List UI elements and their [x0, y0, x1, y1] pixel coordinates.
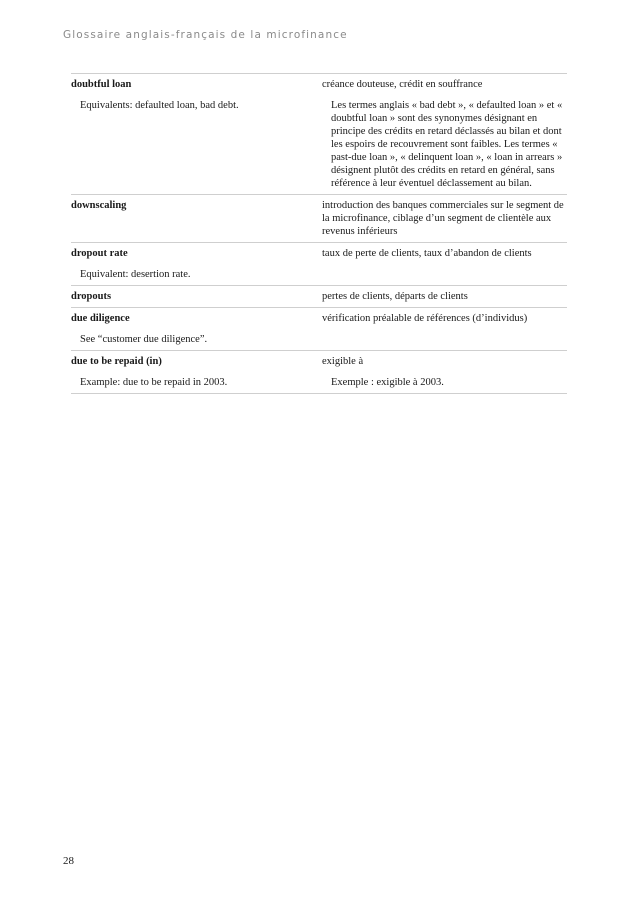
french-definition: créance douteuse, crédit en souffrance — [322, 79, 483, 90]
glossary-entry-doubtful-loan — [71, 74, 567, 195]
english-term: dropouts — [71, 291, 112, 302]
french-definition: vérification préalable de références (d’individus) — [322, 313, 528, 324]
page-number: 28 — [63, 855, 74, 867]
english-column — [71, 76, 322, 190]
french-column — [322, 353, 567, 389]
english-column — [71, 197, 322, 238]
french-note: Exemple : exigible à 2003. — [331, 377, 444, 388]
english-term: downscaling — [71, 200, 127, 211]
english-column — [71, 288, 322, 303]
english-note: Equivalent: desertion rate. — [80, 269, 191, 280]
english-term: doubtful loan — [71, 79, 132, 90]
glossary-entry-due-diligence — [71, 308, 567, 351]
french-note: Les termes anglais « bad debt », « defaulted loan » et « doubtful loan » sont des synonymes désignant en principe des crédits en retard déclassés au bilan et dont les espoirs de recouvrement sont faibles. Les termes « past-due loan », « delinquent loan », « loan in arrears » désignent plutôt des crédits en retard en général, sans référence à leur éventuel déclassement au bilan. — [331, 100, 563, 189]
french-column — [322, 288, 567, 303]
glossary-table — [71, 73, 567, 394]
english-term: dropout rate — [71, 248, 128, 259]
running-header: Glossaire anglais-français de la microfinance — [63, 29, 348, 41]
english-note: Equivalents: defaulted loan, bad debt. — [80, 100, 239, 111]
english-column — [71, 310, 322, 346]
french-definition: pertes de clients, départs de clients — [322, 291, 468, 302]
english-term: due to be repaid (in) — [71, 356, 162, 367]
english-note: Example: due to be repaid in 2003. — [80, 377, 228, 388]
french-column — [322, 310, 567, 346]
french-definition: taux de perte de clients, taux d’abandon de clients — [322, 248, 532, 259]
french-column — [322, 197, 567, 238]
french-definition: exigible à — [322, 356, 364, 367]
glossary-entry-dropout-rate — [71, 243, 567, 286]
french-column — [322, 76, 567, 190]
english-term: due diligence — [71, 313, 130, 324]
english-note: See “customer due diligence”. — [80, 334, 208, 345]
english-column — [71, 245, 322, 281]
english-column — [71, 353, 322, 389]
glossary-entry-dropouts — [71, 286, 567, 308]
french-definition: introduction des banques commerciales sur le segment de la microfinance, ciblage d’un segment de clientèle aux revenus inférieurs — [322, 200, 564, 237]
glossary-entry-downscaling — [71, 195, 567, 243]
glossary-entry-due-to-be-repaid — [71, 351, 567, 394]
french-column — [322, 245, 567, 281]
